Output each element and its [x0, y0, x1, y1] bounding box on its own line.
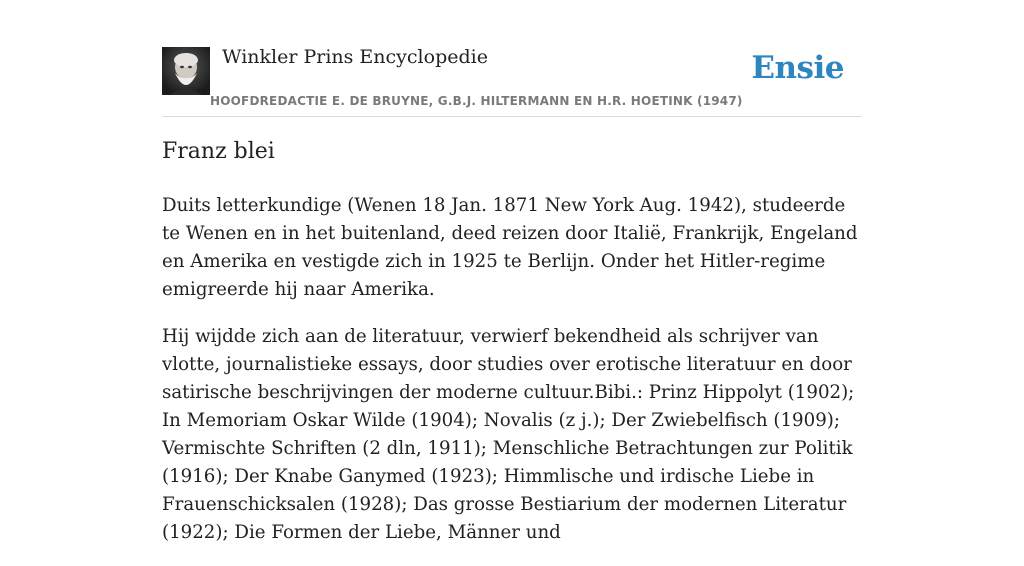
brand-logo[interactable]: Ensie: [751, 50, 844, 86]
source-title[interactable]: Winkler Prins Encyclopedie: [222, 46, 488, 68]
paragraph: Duits letterkundige (Wenen 18 Jan. 1871 New York Aug. 1942), studeerde te Wenen en in het buitenland, deed reizen door Italië, Frankrijk, Engeland en Amerika en vestigde zich in 1925 te Berlijn. Onder het Hitler-regime emigreerde hij naar Amerika.: [162, 195, 858, 300]
portrait-image: [162, 47, 210, 95]
article-body: [162, 192, 866, 566]
avatar[interactable]: [162, 47, 210, 95]
source-subtitle: HOOFDREDACTIE E. DE BRUYNE, G.B.J. HILTERMANN EN H.R. HOETINK (1947): [210, 94, 743, 108]
source-header: [162, 44, 862, 117]
paragraph: Hij wijdde zich aan de literatuur, verwierf bekendheid als schrijver van vlotte, journalistieke essays, door studies over erotische literatuur en door satirische beschrijvingen der moderne cultuur.Bibi.: Prinz Hippolyt (1902); In Memoriam Oskar Wilde (1904); Novalis (z j.); Der Zwiebelfisch (1909); Vermischte Schriften (2 dln, 1911); Menschliche Betrachtungen zur Politik (1916); Der Knabe Ganymed (1923); Himmlische und irdische Liebe in Frauenschicksalen (1928); Das grosse Bestiarium der modernen Literatur (1922); Die Formen der Liebe, Männer und: [162, 326, 855, 543]
article-title: Franz blei: [162, 139, 275, 164]
